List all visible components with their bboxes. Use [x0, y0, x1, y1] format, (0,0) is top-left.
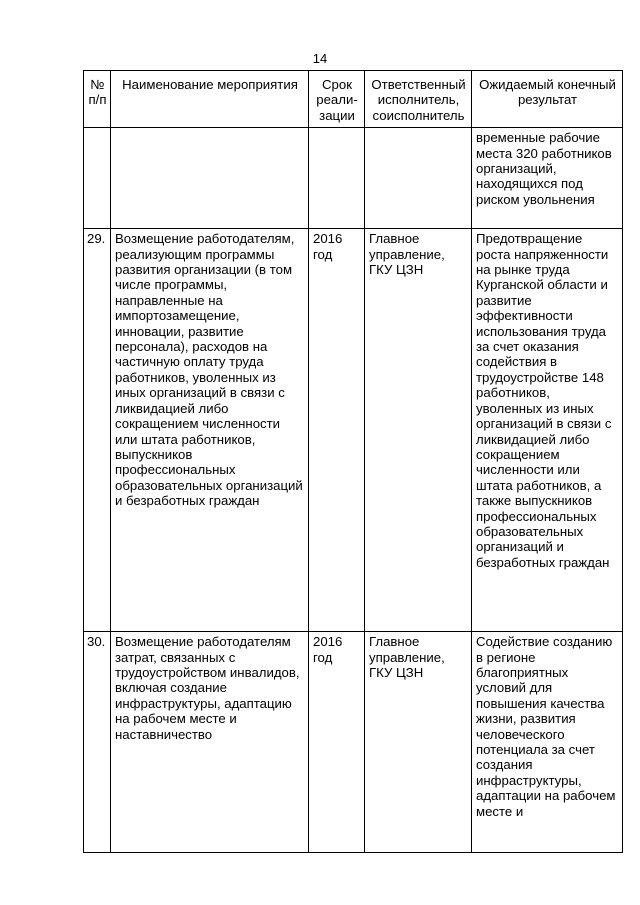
cell-result: временные рабочие места 320 работников организаций, находящихся под риском увольнения — [472, 128, 623, 229]
header-name: Наименование мероприятия — [111, 71, 309, 128]
cell-result: Предотвращение роста напряженности на рынке труда Курганской области и развитие эффективности использования труда за счет оказания содействия в трудоустройстве 148 работников, уволенных из иных организаций в связи с ликвидацией либо сокращением численности или штата работников, а также выпускников профессиональных образовательных организаций и безработных граждан — [472, 229, 623, 632]
cell-term — [309, 128, 365, 229]
cell-executor — [365, 128, 472, 229]
cell-name: Возмещение работодателям затрат, связанных с трудоустройством инвалидов, включая создание инфраструктуры, адаптацию на рабочем месте и наставничество — [111, 632, 309, 853]
cell-term: 2016 год — [309, 229, 365, 632]
page-number: 14 — [312, 51, 328, 66]
cell-number — [84, 128, 111, 229]
header-executor: Ответственный исполнитель, соисполнитель — [365, 71, 472, 128]
table-row — [84, 632, 623, 853]
cell-name: Возмещение работодателям, реализующим программы развития организации (в том числе программы, направленные на импортозамещение, инновации, развитие персонала), расходов на частичную оплату труда работников, уволенных из иных организаций в связи с ликвидацией либо сокращением численности или штата работников, выпускников профессиональных образовательных организаций и безработных граждан — [111, 229, 309, 632]
cell-number: 29. — [84, 229, 111, 632]
cell-term: 2016 год — [309, 632, 365, 853]
cell-executor: Главное управление, ГКУ ЦЗН — [365, 632, 472, 853]
cell-executor: Главное управление, ГКУ ЦЗН — [365, 229, 472, 632]
table-row-continuation — [84, 128, 623, 229]
header-number: № п/п — [84, 71, 111, 128]
cell-name — [111, 128, 309, 229]
measures-table — [83, 70, 623, 853]
header-result: Ожидаемый конечный результат — [472, 71, 623, 128]
table-row — [84, 229, 623, 632]
cell-number: 30. — [84, 632, 111, 853]
cell-result: Содействие созданию в регионе благоприятных условий для повышения качества жизни, развития человеческого потенциала за счет создания инфраструктуры, адаптации на рабочем месте и — [472, 632, 623, 853]
header-term: Срок реали-зации — [309, 71, 365, 128]
table-header-row — [84, 71, 623, 128]
